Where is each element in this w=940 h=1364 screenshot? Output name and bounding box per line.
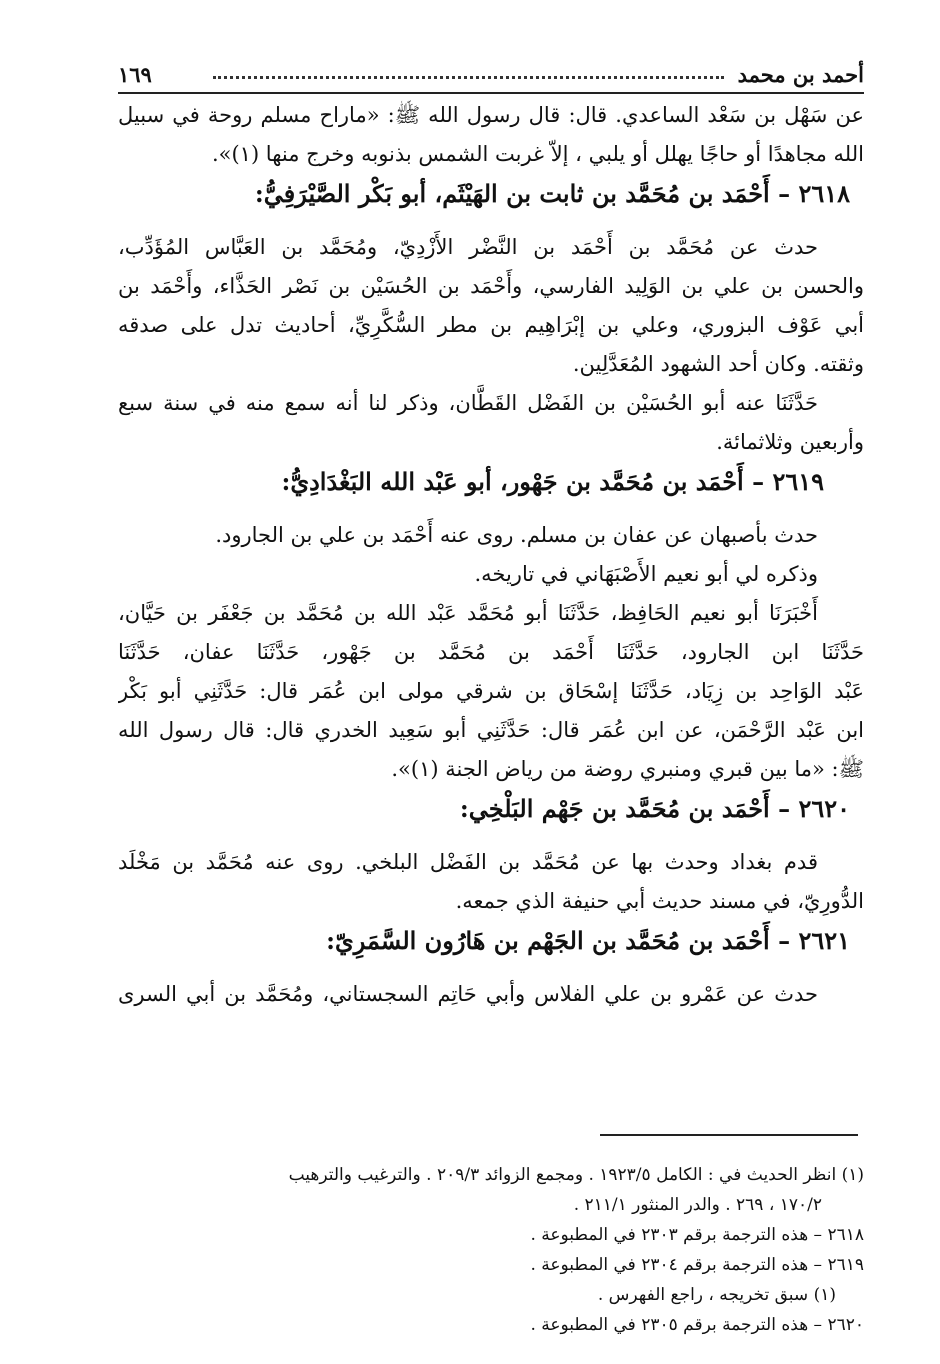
footnote-line: (١) سبق تخريجه ، راجع الفهرس . <box>597 1285 836 1305</box>
page-number: ١٦٩ <box>118 62 152 87</box>
text-line: والحسن بن علي بن الوَلِيد الفارسي، وأَحْمَد بن الحُسَيْن بن نَصْر الحَذَّاء، وأَحْمَد بن <box>118 274 864 298</box>
footnote-rule <box>600 1134 858 1136</box>
footnote-line: ١٧٠/٢ ، ٢٦٩ . والدر المنثور ٢١١/١ . <box>573 1195 822 1215</box>
text-line: ابن عَبْد الرَّحْمَن، عن ابن عُمَر قال: حَدَّثَنِي أبو سَعِيد الخدري قال: قال رسول الله <box>118 718 864 742</box>
text-line: وثقته. وكان أحد الشهود المُعَدَّلِين. <box>572 352 864 376</box>
entry-heading-2619: ٢٦١٩ – أَحْمَد بن مُحَمَّد بن جَهْور، أبو عَبْد الله البَغْدَادِيُّ: <box>281 467 824 496</box>
footnote-line: ٢٦١٩ – هذه الترجمة برقم ٢٣٠٤ في المطبوعة . <box>530 1255 864 1275</box>
text-line: أبي عَوْف البزوري، وعلي بن إبْرَاهِيم بن مطر السُّكَّرِيِّ، أحاديث تدل على صدقه <box>118 313 864 337</box>
text-line: عَبْد الوَاحِد بن زِيَاد، حَدَّثَنَا إسْحَاق بن شرقي مولى ابن عُمَر قال: حَدَّثَنِي أبو بَكْر <box>118 679 864 703</box>
text-line: وأربعين وثلاثمائة. <box>716 430 864 454</box>
text-line: حدث بأصبهان عن عفان بن مسلم. روى عنه أَحْمَد بن علي بن الجارود. <box>215 523 818 547</box>
text-line: حَدَّثَنَا عنه أبو الحُسَيْن بن الفَضْل القَطَّان، وذكر لنا أنه سمع منه في سنة سبع <box>118 391 818 415</box>
text-line: حَدَّثَنَا ابن الجارود، حَدَّثَنَا أَحْمَد بن مُحَمَّد بن جَهْور، حَدَّثَنَا عفان، حَدَّثَنَا <box>118 640 864 664</box>
entry-heading-2621: ٢٦٢١ – أَحْمَد بن مُحَمَّد بن الجَهْم بن هَارُون السَّمَرِيّ: <box>326 926 850 955</box>
footnote-line: ٢٦١٨ – هذه الترجمة برقم ٢٣٠٣ في المطبوعة . <box>530 1225 864 1245</box>
text-line: ﷺ: «ما بين قبري ومنبري روضة من رياض الجنة (١)». <box>391 757 864 781</box>
footnote-line: (١) انظر الحديث في : الكامل ١٩٢٣/٥ . ومجمع الزوائد ٢٠٩/٣ . والترغيب والترهيب <box>288 1165 864 1185</box>
leader-dots <box>213 76 724 79</box>
text-line: وذكره لي أبو نعيم الأَصْبَهَاني في تاريخه. <box>474 562 818 586</box>
text-line: حدث عن مُحَمَّد بن أَحْمَد بن النَّضْر الأَزْدِيّ، ومُحَمَّد بن العَبَّاس المُؤَدِّب، <box>118 235 818 259</box>
footnote-line: ٢٦٢٠ – هذه الترجمة برقم ٢٣٠٥ في المطبوعة . <box>530 1315 864 1335</box>
text-line: حدث عن عَمْرو بن علي الفلاس وأبي حَاتِم السجستاني، ومُحَمَّد بن أبي السرى <box>118 982 818 1006</box>
text-line: الدُّورِيّ، في مسند حديث أبي حنيفة الذي جمعه. <box>455 889 864 913</box>
text-line: أَخْبَرَنَا أبو نعيم الحَافِظ، حَدَّثَنَا أبو مُحَمَّد عَبْد الله بن مُحَمَّد بن جَعْفَر بن حَيَّان، <box>118 601 818 625</box>
text-line: عن سَهْل بن سَعْد الساعدي. قال: قال رسول الله ﷺ: «ماراح مسلم روحة في سبيل <box>118 103 864 127</box>
footnotes <box>118 1160 864 1340</box>
running-title: أحمد بن محمد <box>737 62 864 87</box>
page-body <box>118 96 864 1014</box>
running-header <box>118 58 864 94</box>
text-line: قدم بغداد وحدث بها عن مُحَمَّد بن الفَضْل البلخي. روى عنه مُحَمَّد بن مَخْلَد <box>118 850 818 874</box>
entry-heading-2618: ٢٦١٨ – أَحْمَد بن مُحَمَّد بن ثابت بن الهَيْثَم، أبو بَكْر الصَّيْرَفِيُّ: <box>254 179 850 208</box>
text-line: الله مجاهدًا أو حاجًا يهلل أو يلبي ، إلاّ غربت الشمس بذنوبه وخرج منها (١)». <box>211 142 864 166</box>
entry-heading-2620: ٢٦٢٠ – أَحْمَد بن مُحَمَّد بن جَهْم البَلْخِي: <box>459 794 850 823</box>
